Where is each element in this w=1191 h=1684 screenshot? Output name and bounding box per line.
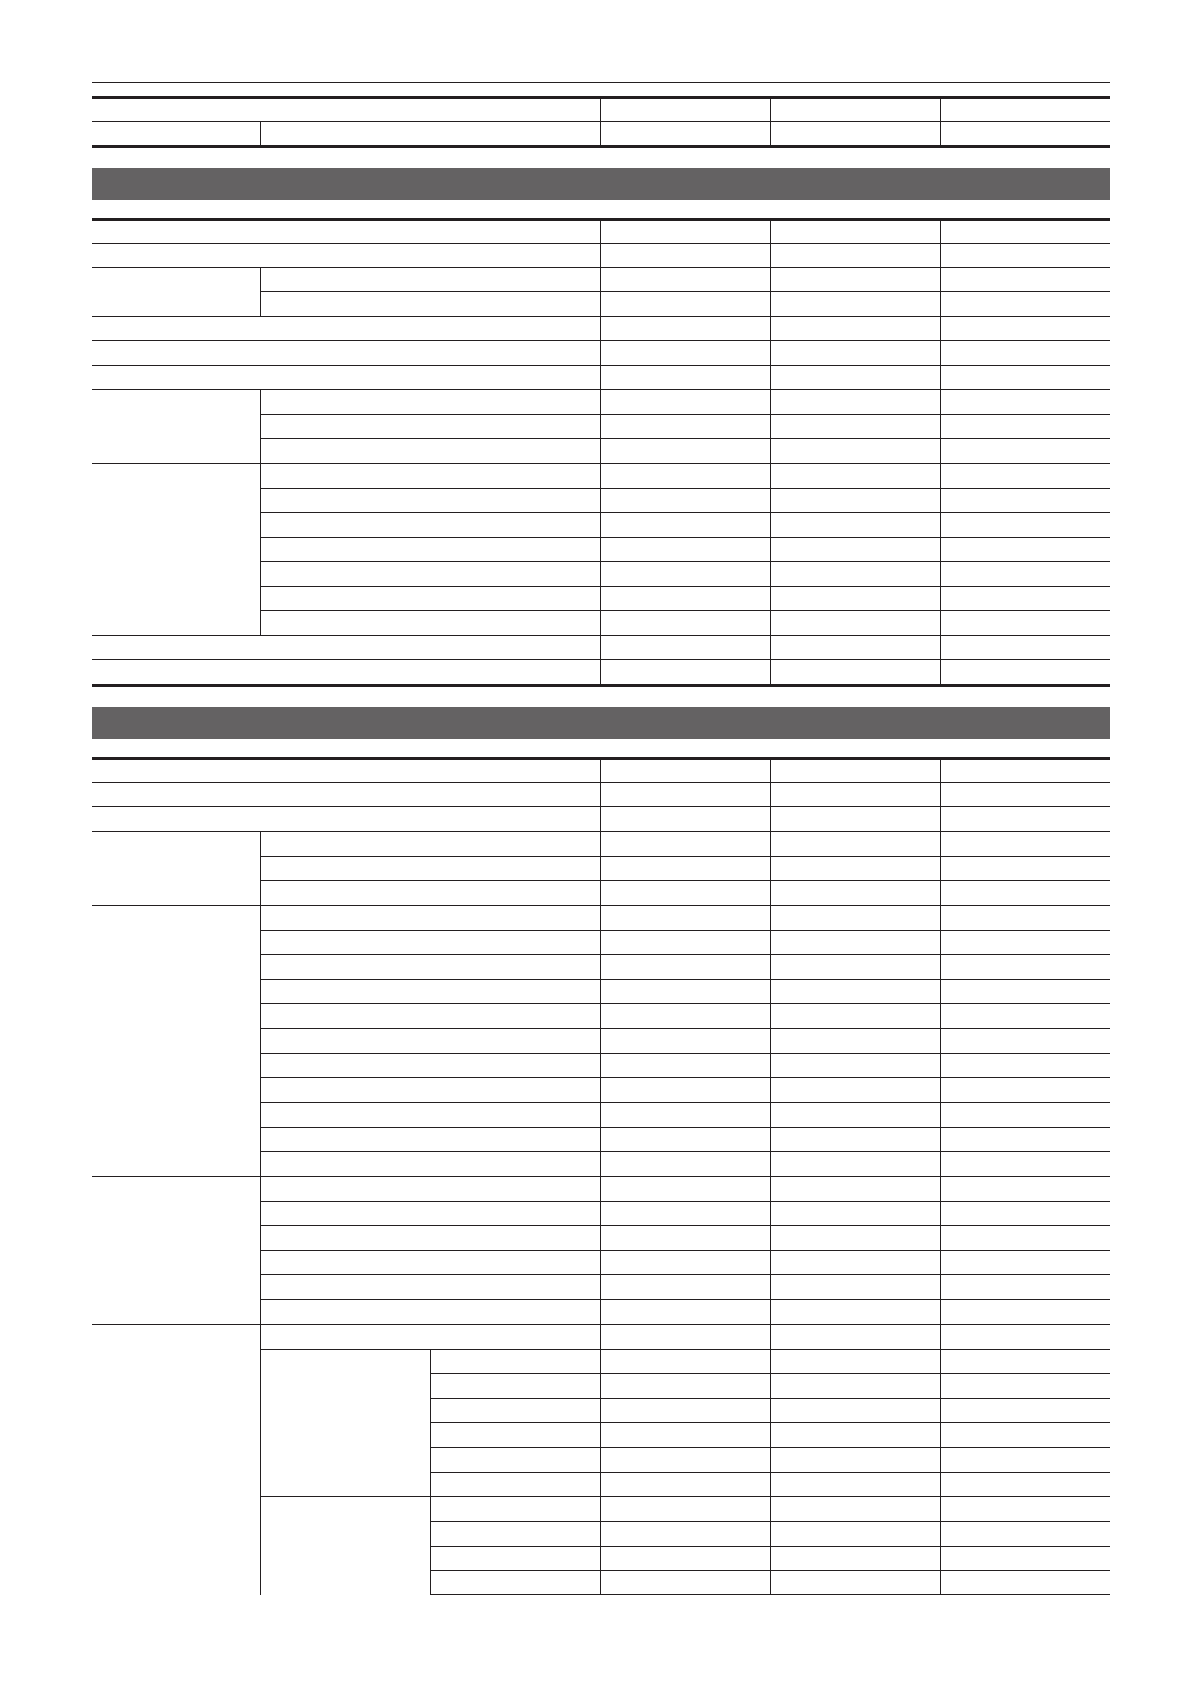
table-subrow-divider (260, 954, 1110, 955)
table-row-divider (92, 782, 1110, 783)
table-subrow-divider (260, 930, 1110, 931)
table-subrow-divider (260, 1250, 1110, 1251)
table-row-divider (92, 831, 1110, 832)
table-row-divider (92, 806, 1110, 807)
group-column-divider (260, 1324, 261, 1595)
table-subrow-divider (260, 1274, 1110, 1275)
table-subrow-divider (260, 880, 1110, 881)
table-row-divider (92, 1176, 1110, 1177)
table-subrow-divider (260, 1102, 1110, 1103)
column-divider (770, 759, 771, 1595)
group-column-divider (260, 905, 261, 1176)
table-subrow-divider (260, 1003, 1110, 1004)
table-subrow-divider (260, 979, 1110, 980)
group-column-divider (260, 831, 261, 905)
table-subrow-divider (260, 1053, 1110, 1054)
column-divider (600, 759, 601, 1595)
table-subrow-divider (260, 1496, 1110, 1497)
table-top-border (92, 757, 1110, 760)
table-subrow-divider (260, 1127, 1110, 1128)
table-subrow-divider (260, 1077, 1110, 1078)
table-subrow-divider (260, 856, 1110, 857)
table-subrow-divider (260, 1151, 1110, 1152)
column-divider (940, 759, 941, 1595)
table-subrow-divider (260, 1028, 1110, 1029)
table-subrow-divider (260, 1201, 1110, 1202)
table-row-divider (92, 1324, 1110, 1325)
group-column-divider (260, 1176, 261, 1324)
table-subrow-divider (260, 1299, 1110, 1300)
table-row-divider (92, 905, 1110, 906)
subgroup-column-divider (430, 1349, 431, 1595)
table-subrow-divider (260, 1225, 1110, 1226)
table-subrow-divider (260, 1349, 1110, 1350)
